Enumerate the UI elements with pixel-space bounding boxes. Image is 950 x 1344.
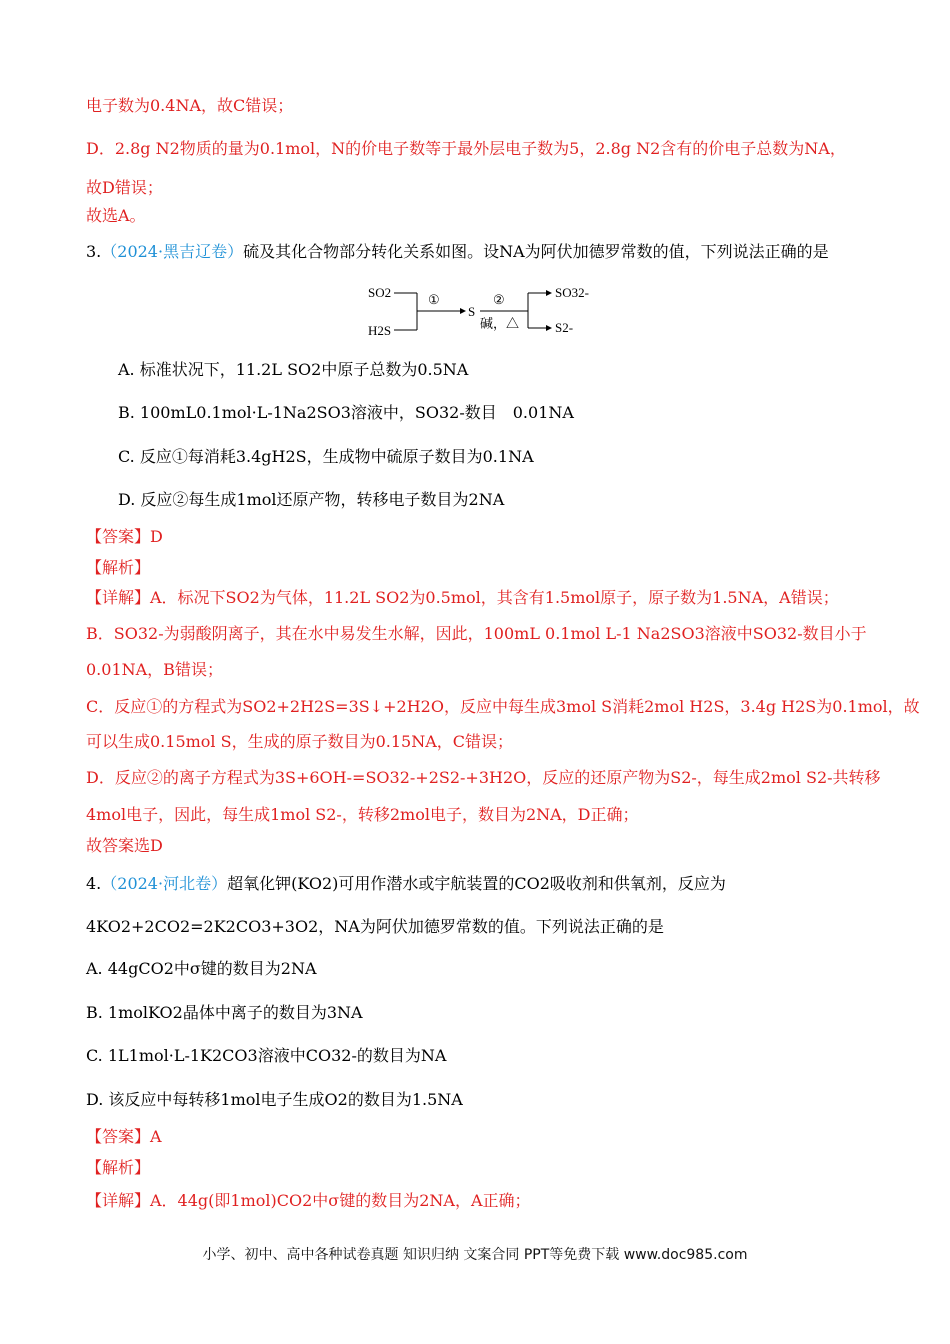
- analysis-label: 【解析】: [86, 558, 151, 577]
- question-4-stem: [86, 873, 726, 895]
- question-4-stem-cont: 4KO2+2CO2=2K2CO3+3O2，NA为阿伏加德罗常数的值。下列说法正确的是: [86, 917, 664, 936]
- explanation-line: 故答案选D: [86, 836, 163, 855]
- option-d: D. 反应②每生成1mol还原产物，转移电子数目为2NA: [118, 490, 505, 509]
- explanation-line: 0.01NA，B错误；: [86, 660, 223, 679]
- diagram-label-so2: SO2: [368, 285, 392, 300]
- page-footer: 小学、初中、高中各种试卷真题 知识归纳 文案合同 PPT等免费下载 www.doc985.com: [202, 1247, 748, 1263]
- text-line: 电子数为0.4NA，故C错误；: [86, 96, 294, 115]
- sulfur-conversion-diagram: [360, 280, 600, 342]
- explanation-line: B．SO32-为弱酸阴离子，其在水中易发生水解，因此，100mL 0.1mol L-1 Na2SO3溶液中SO32-数目小于: [86, 624, 867, 643]
- diagram-label-h2s: H2S: [368, 323, 392, 338]
- text-line: 故D错误；: [86, 178, 163, 197]
- source-tag: （2024·河北卷）: [101, 874, 228, 893]
- option-b: B. 100mL0.1mol·L-1Na2SO3溶液中，SO32-数目 0.01NA: [118, 403, 574, 422]
- diagram-label-s2: S2-: [555, 320, 574, 335]
- option-d: D. 该反应中每转移1mol电子生成O2的数目为1.5NA: [86, 1090, 463, 1109]
- source-tag: （2024·黑吉辽卷）: [101, 242, 244, 261]
- option-b: B. 1molKO2晶体中离子的数目为3NA: [86, 1003, 363, 1022]
- question-3-stem: [86, 241, 829, 263]
- analysis-label: 【解析】: [86, 1158, 151, 1177]
- diagram-label-so3: SO32-: [555, 285, 589, 300]
- question-number: 3.: [86, 242, 102, 261]
- explanation-line: C．反应①的方程式为SO2+2H2S=3S↓+2H2O，反应中每生成3mol S消耗2mol H2S，3.4g H2S为0.1mol，故: [86, 697, 920, 716]
- option-a: A. 44gCO2中σ键的数目为2NA: [86, 959, 317, 978]
- explanation-line: 【详解】A．44g(即1mol)CO2中σ键的数目为2NA，A正确；: [86, 1191, 531, 1210]
- text-line: 故选A。: [86, 206, 146, 225]
- explanation-line: 【详解】A．标况下SO2为气体，11.2L SO2为0.5mol，其含有1.5mol原子，原子数为1.5NA，A错误；: [86, 588, 839, 607]
- option-c: C. 反应①每消耗3.4gH2S，生成物中硫原子数目为0.1NA: [118, 447, 534, 466]
- explanation-line: D．反应②的离子方程式为3S+6OH-=SO32-+2S2-+3H2O，反应的还原产物为S2-，每生成2mol S2-共转移: [86, 768, 881, 787]
- answer-label: 【答案】D: [86, 527, 163, 546]
- question-text: 硫及其化合物部分转化关系如图。设NA为阿伏加德罗常数的值，下列说法正确的是: [243, 242, 829, 261]
- explanation-line: 4mol电子，因此，每生成1mol S2-，转移2mol电子，数目为2NA，D正确；: [86, 805, 639, 824]
- text-line: D．2.8g N2物质的量为0.1mol，N的价电子数等于最外层电子数为5，2.8g N2含有的价电子总数为NA，: [86, 139, 846, 158]
- answer-label: 【答案】A: [86, 1127, 162, 1146]
- diagram-step-2: ②: [493, 292, 505, 307]
- diagram-step-1: ①: [428, 292, 440, 307]
- option-a: A. 标准状况下，11.2L SO2中原子总数为0.5NA: [118, 360, 469, 379]
- explanation-line: 可以生成0.15mol S，生成的原子数目为0.15NA，C错误；: [86, 732, 514, 751]
- diagram-condition: 碱，△: [480, 316, 520, 331]
- question-number: 4.: [86, 874, 102, 893]
- option-c: C. 1L1mol·L-1K2CO3溶液中CO32-的数目为NA: [86, 1046, 447, 1065]
- diagram-label-s: S: [468, 304, 476, 319]
- question-text: 超氧化钾(KO2)可用作潜水或宇航装置的CO2吸收剂和供氧剂，反应为: [227, 874, 726, 893]
